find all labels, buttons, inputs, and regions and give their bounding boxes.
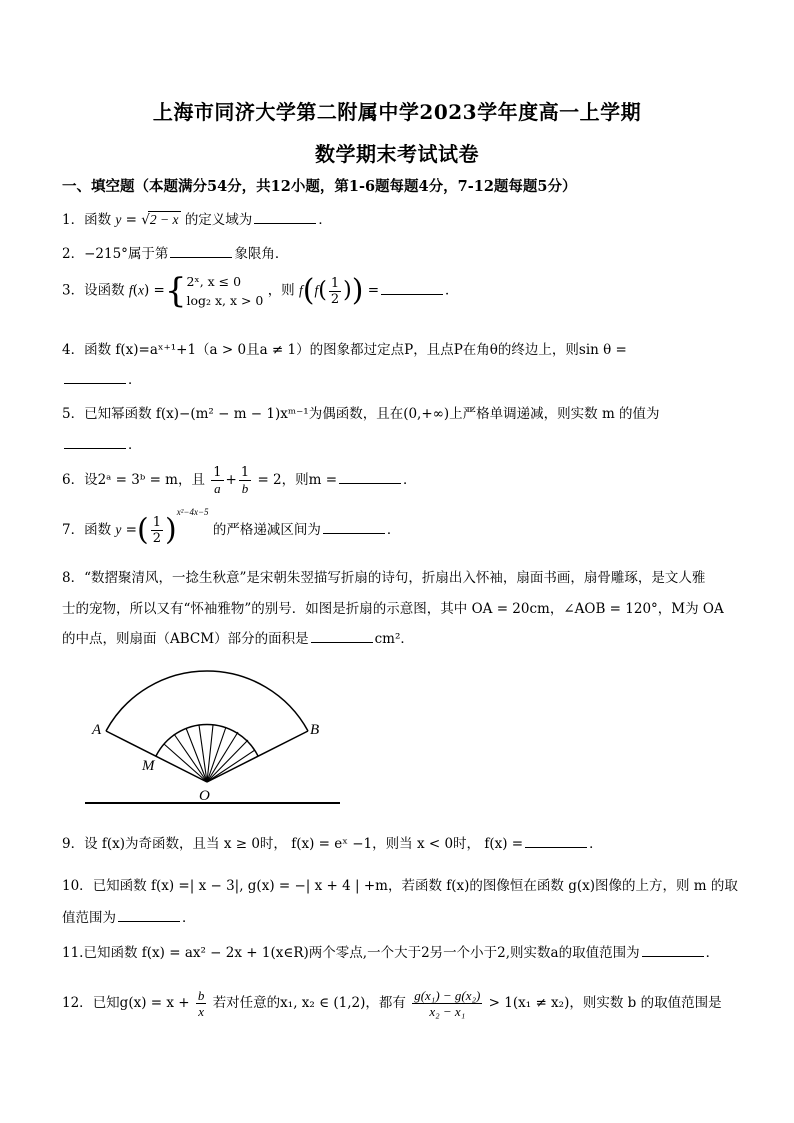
question-9: 9．设 f(x)为奇函数，且当 x ≥ 0时， f(x) = eˣ −1，则当 x < 0时， f(x) = ． — [62, 836, 603, 852]
fan-ribs — [164, 725, 255, 782]
question-4-blank-line: ． — [62, 368, 142, 388]
answer-blank[interactable] — [254, 211, 316, 224]
answer-blank[interactable] — [323, 521, 385, 534]
answer-blank[interactable] — [64, 371, 126, 384]
answer-blank[interactable] — [381, 282, 443, 295]
label-A: A — [92, 722, 102, 738]
fan-edge-OA — [106, 731, 207, 782]
exam-title-line2: 数学期末考试试卷 — [315, 142, 479, 166]
fan-inner-arc — [156, 724, 258, 756]
fan-outer-arc — [106, 671, 308, 731]
question-8-line1: 8．“数摺聚清风，一捻生秋意”是宋朝朱翌描写折扇的诗句，折扇出入怀袖，扇面书画，扇骨雕琢，是文人雅 — [62, 570, 706, 586]
question-4: 4．函数 f(x)=aˣ⁺¹+1（a > 0且a ≠ 1）的图象都过定点P，且点P在角θ的终边上，则sin θ = — [62, 342, 627, 358]
answer-blank[interactable] — [525, 835, 587, 848]
section-heading: 一、填空题（本题满分54分，共12小题，第1-6题每题4分，7-12题每题5分） — [62, 178, 577, 195]
answer-blank[interactable] — [118, 909, 180, 922]
exam-title-line1: 上海市同济大学第二附属中学2023学年度高一上学期 — [152, 100, 642, 124]
answer-blank[interactable] — [170, 245, 232, 258]
answer-blank[interactable] — [339, 471, 401, 484]
folding-fan-figure — [80, 660, 350, 810]
question-1: 1．函数 y = √2 − x 的定义域为 ． — [62, 212, 332, 228]
question-11: 11.已知函数 f(x) = ax² − 2x + 1(x∈R)两个零点,一个大于2另一个小于2,则实数a的取值范围为 ． — [62, 945, 720, 961]
answer-blank[interactable] — [311, 630, 373, 643]
question-5: 5．已知幂函数 f(x)−(m² − m − 1)xᵐ⁻¹为偶函数，且在(0,+∞)上严格单调递减，则实数 m 的值为 — [62, 406, 660, 422]
label-B: B — [310, 722, 320, 738]
question-12: 12．已知g(x) = x + $\frac{b}{x}$ 若对任意的x₁, x₂ ∈ (1,2)，都有 $\frac{\text{g(x₁) − g(x₂)}}{\text{x₂ − x₁}}$ > 1(x₁ ≠ x₂)，则实数 b 的取值范围是 — [62, 988, 722, 1019]
question-10-line1: 10．已知函数 f(x) =| x − 3|, g(x) = −| x + 4 | +m，若函数 f(x)的图像恒在函数 g(x)图像的上方，则 m 的取 — [62, 878, 738, 894]
answer-blank[interactable] — [642, 944, 704, 957]
question-3: 3．设函数 f(x) ={2ˣ, x ≤ 0 log₂ x, x > 0 ，则 f(f( $\frac{1}{2}$ )) = ． — [62, 271, 459, 311]
answer-blank[interactable] — [64, 436, 126, 449]
label-M: M — [142, 758, 155, 774]
question-8-line2: 士的宠物，所以又有“怀袖雅物”的别号．如图是折扇的示意图，其中 OA = 20cm，∠AOB = 120°，M为 OA — [62, 601, 724, 617]
label-O: O — [199, 788, 210, 804]
question-2: 2．−215°属于第 象限角． — [62, 246, 289, 262]
question-8-line3: 的中点，则扇面（ABCM）部分的面积是 cm²． — [62, 631, 414, 647]
question-10-line2: 值范围为 ． — [62, 910, 196, 926]
question-5-blank-line: ． — [62, 433, 142, 453]
question-6: 6．设2ᵃ = 3ᵇ = m，且 $\frac{1}{a}$ + $\frac{1}{b}$ = 2，则m = ． — [62, 465, 417, 496]
question-7: 7．函数 y =( $\frac{1}{2}$ )$^{x^2-4x-5}$ 的严格递减区间为 ． — [62, 506, 401, 548]
